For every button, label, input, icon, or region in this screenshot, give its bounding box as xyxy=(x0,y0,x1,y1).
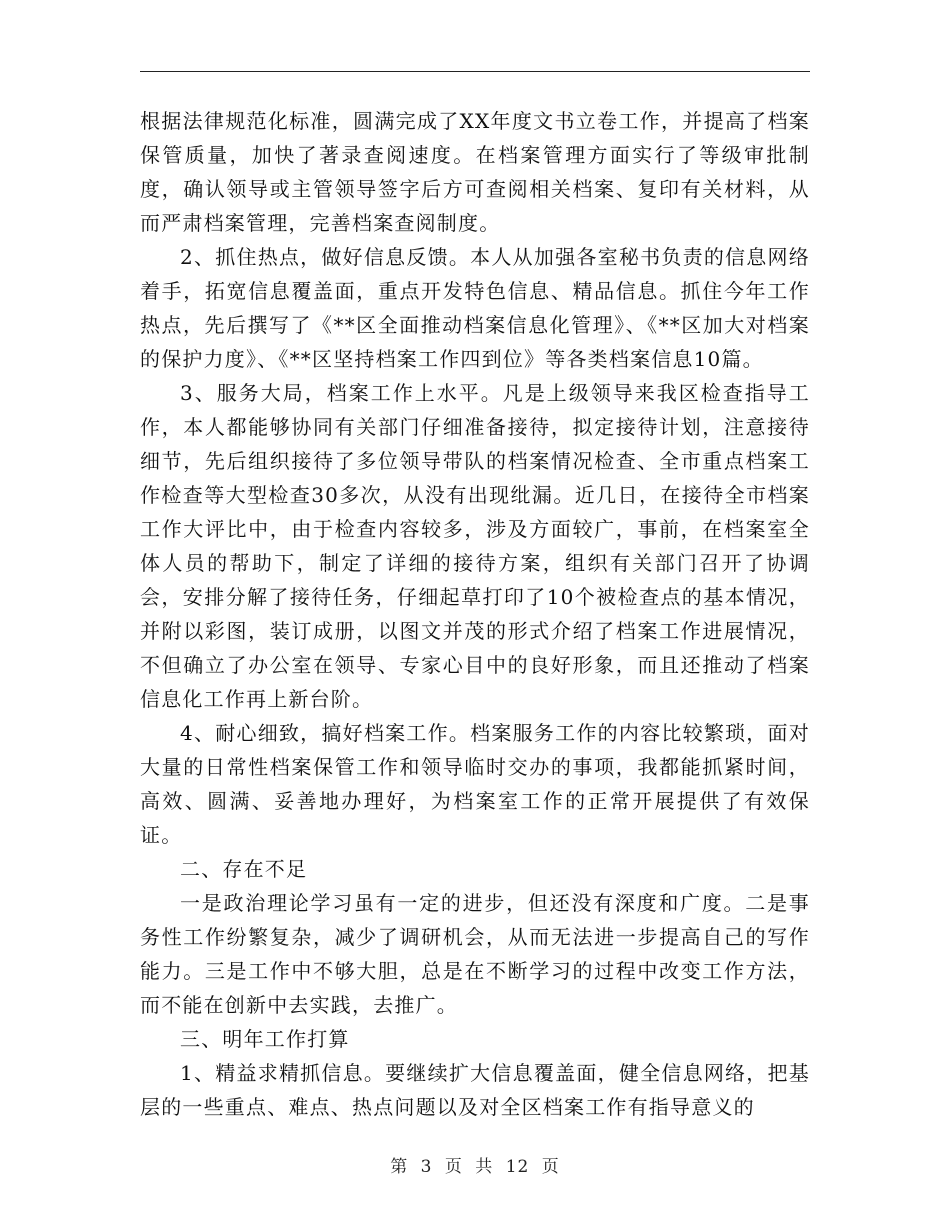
paragraph: 一是政治理论学习虽有一定的进步，但还没有深度和广度。二是事务性工作纷繁复杂，减少了调研机会，从而无法进一步提高自己的写作能力。三是工作中不够大胆，总是在不断学习的过程中改变工作方法，而不能在创新中去实践，去推广。 xyxy=(140,891,810,1017)
paragraph: 2、抓住热点，做好信息反馈。本人从加强各室秘书负责的信息网络着手，拓宽信息覆盖面，重点开发特色信息、精品信息。抓住今年工作热点，先后撰写了《**区全面推动档案信息化管理》、《**区加大对档案的保护力度》、《**区坚持档案工作四到位》等各类档案信息10篇。 xyxy=(140,245,810,371)
header-rule xyxy=(140,71,810,72)
total-pages: 12 xyxy=(505,1157,530,1177)
footer-total-word: 共 xyxy=(475,1157,494,1177)
page-footer xyxy=(0,1152,950,1177)
paragraph: 1、精益求精抓信息。要继续扩大信息覆盖面，健全信息网络，把基层的一些重点、难点、热点问题以及对全区档案工作有指导意义的 xyxy=(140,1061,810,1119)
footer-page-word: 页 xyxy=(444,1157,463,1177)
paragraph: 根据法律规范化标准，圆满完成了XX年度文书立卷工作，并提高了档案保管质量，加快了著录查阅速度。在档案管理方面实行了等级审批制度，确认领导或主管领导签字后方可查阅相关档案、复印有关材料，从而严肃档案管理，完善档案查阅制度。 xyxy=(140,109,810,235)
section-heading: 三、明年工作打算 xyxy=(180,1027,350,1051)
document-body xyxy=(140,104,810,1124)
paragraph: 3、服务大局，档案工作上水平。凡是上级领导来我区检查指导工作，本人都能够协同有关部门仔细准备接待，拟定接待计划，注意接待细节，先后组织接待了多位领导带队的档案情况检查、全市重点档案工作检查等大型检查30多次，从没有出现纰漏。近几日，在接待全市档案工作大评比中，由于检查内容较多，涉及方面较广，事前，在档案室全体人员的帮助下，制定了详细的接待方案，组织有关部门召开了协调会，安排分解了接待任务，仔细起草打印了10个被检查点的基本情况，并附以彩图，装订成册，以图文并茂的形式介绍了档案工作进展情况，不但确立了办公室在领导、专家心目中的良好形象，而且还推动了档案信息化工作再上新台阶。 xyxy=(140,381,810,711)
footer-prefix: 第 xyxy=(390,1157,409,1177)
page-number: 3 xyxy=(420,1157,433,1177)
section-heading: 二、存在不足 xyxy=(180,857,308,881)
paragraph: 4、耐心细致，搞好档案工作。档案服务工作的内容比较繁琐，面对大量的日常性档案保管工作和领导临时交办的事项，我都能抓紧时间，高效、圆满、妥善地办理好，为档案室工作的正常开展提供了有效保证。 xyxy=(140,721,810,847)
footer-suffix: 页 xyxy=(541,1157,560,1177)
